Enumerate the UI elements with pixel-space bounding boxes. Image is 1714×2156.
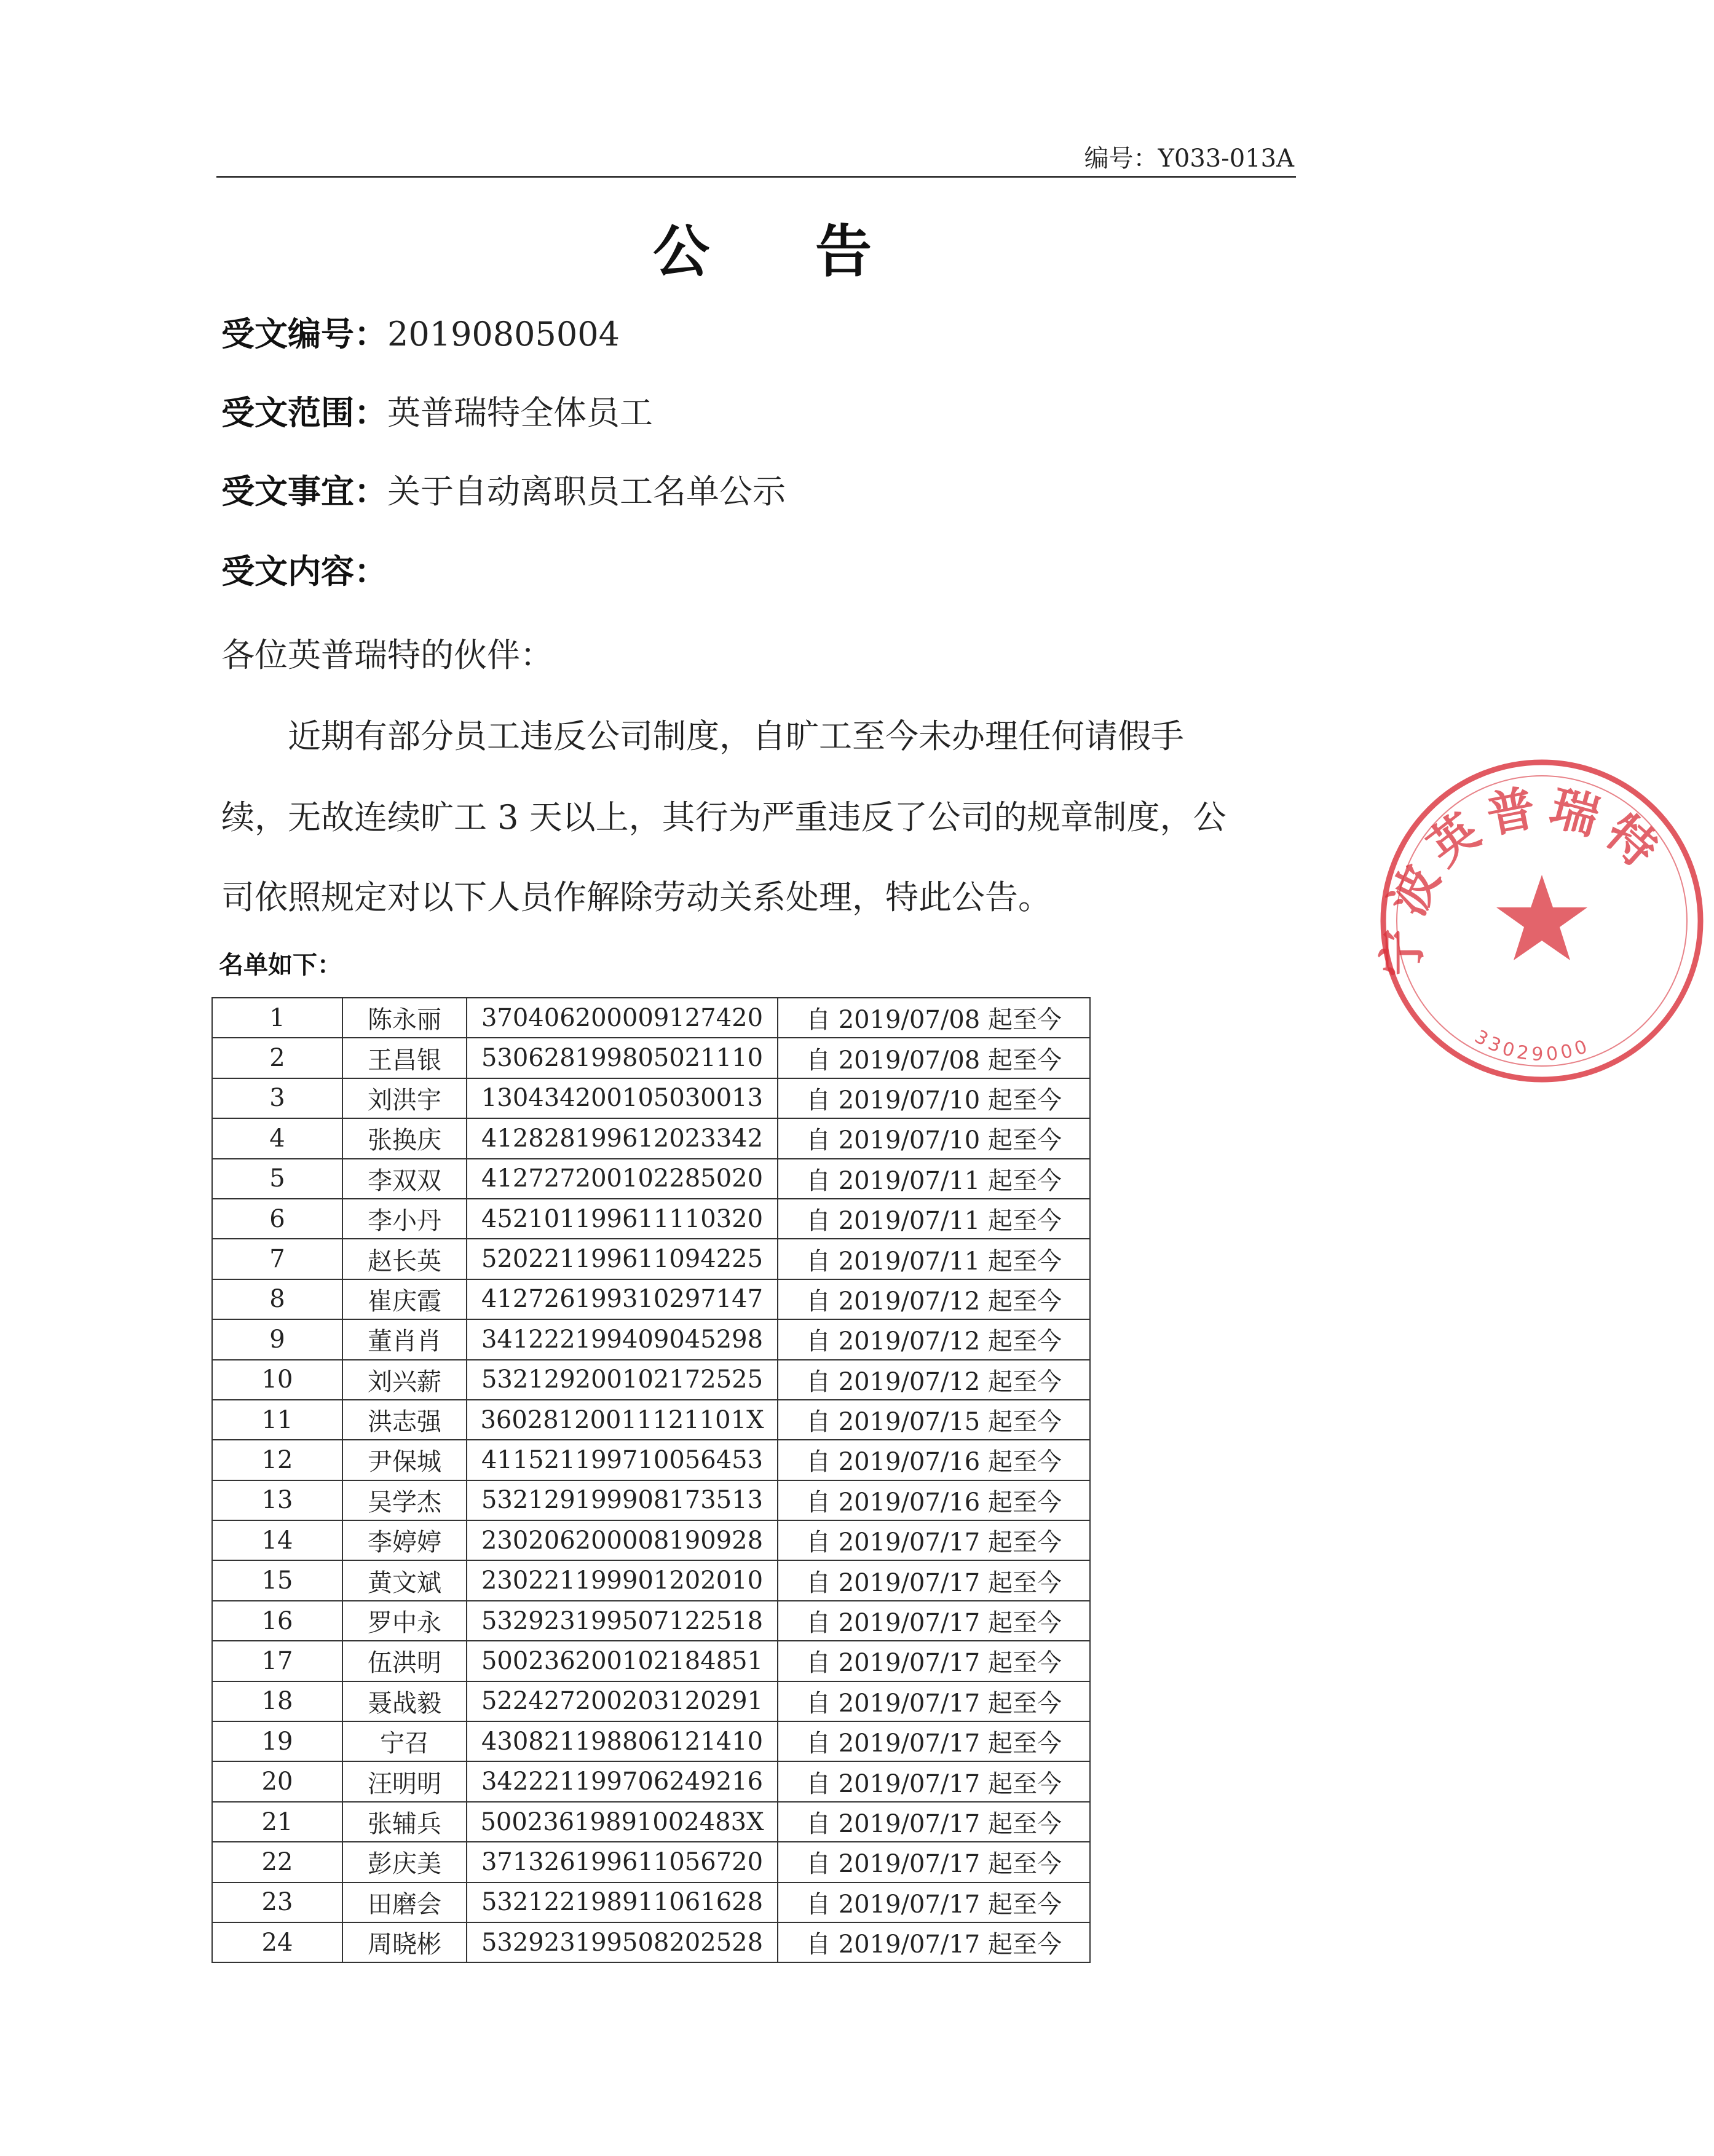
field-label: 受文事宜： <box>221 472 387 511</box>
row-number: 2 <box>212 1038 342 1078</box>
employee-name: 张辅兵 <box>342 1802 467 1842</box>
employee-name: 田磨会 <box>342 1882 467 1922</box>
employee-name: 聂战毅 <box>342 1681 467 1721</box>
absence-period: 自 2019/07/16 起至今 <box>778 1480 1090 1520</box>
field-value: 关于自动离职员工名单公示 <box>387 472 786 511</box>
employee-name: 尹保城 <box>342 1440 467 1480</box>
body-line-1: 近期有部分员工违反公司制度，自旷工至今未办理任何请假手 <box>221 717 1184 756</box>
row-number: 7 <box>212 1239 342 1279</box>
field-content <box>221 547 387 596</box>
row-number: 13 <box>212 1480 342 1520</box>
row-number: 9 <box>212 1319 342 1359</box>
absence-period: 自 2019/07/11 起至今 <box>778 1239 1090 1279</box>
absence-period: 自 2019/07/08 起至今 <box>778 998 1090 1038</box>
row-number: 12 <box>212 1440 342 1480</box>
id-number: 341222199409045298 <box>467 1319 778 1359</box>
table-row <box>212 1802 1090 1842</box>
id-number: 371326199611056720 <box>467 1842 778 1882</box>
absence-period: 自 2019/07/12 起至今 <box>778 1360 1090 1400</box>
id-number: 412726199310297147 <box>467 1279 778 1319</box>
field-subject <box>221 467 786 516</box>
row-number: 10 <box>212 1360 342 1400</box>
field-value: 20190805004 <box>387 315 620 353</box>
id-number: 230221199901202010 <box>467 1560 778 1600</box>
absence-period: 自 2019/07/16 起至今 <box>778 1440 1090 1480</box>
employee-name: 李双双 <box>342 1159 467 1199</box>
field-value: 英普瑞特全体员工 <box>387 393 653 432</box>
employee-name: 陈永丽 <box>342 998 467 1038</box>
absence-period: 自 2019/07/17 起至今 <box>778 1922 1090 1962</box>
table-row <box>212 1560 1090 1600</box>
table-row <box>212 1279 1090 1319</box>
table-row <box>212 1319 1090 1359</box>
employee-name: 李婷婷 <box>342 1520 467 1560</box>
row-number: 23 <box>212 1882 342 1922</box>
row-number: 1 <box>212 998 342 1038</box>
employee-name: 李小丹 <box>342 1199 467 1239</box>
row-number: 6 <box>212 1199 342 1239</box>
row-number: 24 <box>212 1922 342 1962</box>
row-number: 17 <box>212 1641 342 1681</box>
employee-name: 崔庆霞 <box>342 1279 467 1319</box>
id-number: 412828199612023342 <box>467 1118 778 1158</box>
seal-star-icon <box>1496 875 1587 960</box>
employee-name: 吴学杰 <box>342 1480 467 1520</box>
id-number: 532923199508202528 <box>467 1922 778 1962</box>
field-label: 受文编号： <box>221 315 387 353</box>
table-row <box>212 1118 1090 1158</box>
id-number: 230206200008190928 <box>467 1520 778 1560</box>
absence-period: 自 2019/07/17 起至今 <box>778 1721 1090 1761</box>
employee-name: 周晓彬 <box>342 1922 467 1962</box>
absence-period: 自 2019/07/10 起至今 <box>778 1118 1090 1158</box>
seal-number: 33029000 <box>1471 1025 1594 1066</box>
id-number: 36028120011121101X <box>467 1400 778 1440</box>
row-number: 8 <box>212 1279 342 1319</box>
table-row <box>212 1922 1090 1962</box>
id-number: 130434200105030013 <box>467 1078 778 1118</box>
id-number: 522427200203120291 <box>467 1681 778 1721</box>
id-number: 412727200102285020 <box>467 1159 778 1199</box>
table-row <box>212 1078 1090 1118</box>
employee-name: 洪志强 <box>342 1400 467 1440</box>
field-document-number <box>221 310 620 359</box>
document-number: 编号：Y033-013A <box>1084 144 1294 173</box>
id-number: 532923199507122518 <box>467 1601 778 1641</box>
table-row <box>212 1882 1090 1922</box>
company-seal <box>1370 749 1714 1093</box>
row-number: 11 <box>212 1400 342 1440</box>
row-number: 21 <box>212 1802 342 1842</box>
id-number: 50023619891002483X <box>467 1802 778 1842</box>
row-number: 18 <box>212 1681 342 1721</box>
table-row <box>212 1681 1090 1721</box>
absence-period: 自 2019/07/12 起至今 <box>778 1319 1090 1359</box>
employee-name: 董肖肖 <box>342 1319 467 1359</box>
body-line-2: 续，无故连续旷工 3 天以上，其行为严重违反了公司的规章制度，公 <box>221 798 1226 837</box>
table-row <box>212 1159 1090 1199</box>
svg-text:33029000 <box>1471 1026 1594 1065</box>
table-row <box>212 1360 1090 1400</box>
table-row <box>212 1480 1090 1520</box>
absence-period: 自 2019/07/15 起至今 <box>778 1400 1090 1440</box>
seal-text: 宁波英普瑞特 <box>1375 779 1674 977</box>
absence-period: 自 2019/07/17 起至今 <box>778 1842 1090 1882</box>
row-number: 3 <box>212 1078 342 1118</box>
greeting: 各位英普瑞特的伙伴： <box>221 636 553 674</box>
id-number: 532129199908173513 <box>467 1480 778 1520</box>
absence-period: 自 2019/07/17 起至今 <box>778 1761 1090 1801</box>
row-number: 22 <box>212 1842 342 1882</box>
employee-name: 伍洪明 <box>342 1641 467 1681</box>
employee-name: 汪明明 <box>342 1761 467 1801</box>
id-number: 452101199611110320 <box>467 1199 778 1239</box>
absence-period: 自 2019/07/17 起至今 <box>778 1520 1090 1560</box>
employee-name: 王昌银 <box>342 1038 467 1078</box>
employee-name: 赵长英 <box>342 1239 467 1279</box>
body-line-3: 司依照规定对以下人员作解除劳动关系处理，特此公告。 <box>221 878 1051 917</box>
row-number: 15 <box>212 1560 342 1600</box>
employee-table <box>211 997 1091 1963</box>
table-row <box>212 1239 1090 1279</box>
id-number: 430821198806121410 <box>467 1721 778 1761</box>
id-number: 500236200102184851 <box>467 1641 778 1681</box>
employee-name: 罗中永 <box>342 1601 467 1641</box>
table-row <box>212 1440 1090 1480</box>
id-number: 532129200102172525 <box>467 1360 778 1400</box>
row-number: 20 <box>212 1761 342 1801</box>
table-row <box>212 1641 1090 1681</box>
table-row <box>212 1400 1090 1440</box>
table-row <box>212 998 1090 1038</box>
table-row <box>212 1842 1090 1882</box>
table-row <box>212 1601 1090 1641</box>
field-label: 受文范围： <box>221 393 387 432</box>
table-row <box>212 1520 1090 1560</box>
absence-period: 自 2019/07/17 起至今 <box>778 1802 1090 1842</box>
id-number: 530628199805021110 <box>467 1038 778 1078</box>
absence-period: 自 2019/07/11 起至今 <box>778 1159 1090 1199</box>
id-number: 342221199706249216 <box>467 1761 778 1801</box>
id-number: 370406200009127420 <box>467 998 778 1038</box>
absence-period: 自 2019/07/08 起至今 <box>778 1038 1090 1078</box>
employee-name: 刘洪宇 <box>342 1078 467 1118</box>
employee-name: 张换庆 <box>342 1118 467 1158</box>
employee-name: 黄文斌 <box>342 1560 467 1600</box>
table-row <box>212 1721 1090 1761</box>
header-rule <box>216 176 1296 178</box>
row-number: 5 <box>212 1159 342 1199</box>
employee-table-body <box>212 998 1090 1962</box>
absence-period: 自 2019/07/12 起至今 <box>778 1279 1090 1319</box>
employee-name: 刘兴薪 <box>342 1360 467 1400</box>
list-label: 名单如下： <box>219 951 342 979</box>
row-number: 19 <box>212 1721 342 1761</box>
absence-period: 自 2019/07/17 起至今 <box>778 1882 1090 1922</box>
row-number: 4 <box>212 1118 342 1158</box>
employee-name: 彭庆美 <box>342 1842 467 1882</box>
table-row <box>212 1199 1090 1239</box>
id-number: 532122198911061628 <box>467 1882 778 1922</box>
absence-period: 自 2019/07/17 起至今 <box>778 1641 1090 1681</box>
id-number: 520221199611094225 <box>467 1239 778 1279</box>
row-number: 14 <box>212 1520 342 1560</box>
table-row <box>212 1038 1090 1078</box>
field-scope <box>221 389 653 438</box>
absence-period: 自 2019/07/17 起至今 <box>778 1681 1090 1721</box>
absence-period: 自 2019/07/11 起至今 <box>778 1199 1090 1239</box>
field-label: 受文内容： <box>221 552 387 591</box>
id-number: 411521199710056453 <box>467 1440 778 1480</box>
employee-name: 宁召 <box>342 1721 467 1761</box>
row-number: 16 <box>212 1601 342 1641</box>
table-row <box>212 1761 1090 1801</box>
page-title: 公 告 <box>652 219 915 285</box>
absence-period: 自 2019/07/10 起至今 <box>778 1078 1090 1118</box>
absence-period: 自 2019/07/17 起至今 <box>778 1560 1090 1600</box>
absence-period: 自 2019/07/17 起至今 <box>778 1601 1090 1641</box>
